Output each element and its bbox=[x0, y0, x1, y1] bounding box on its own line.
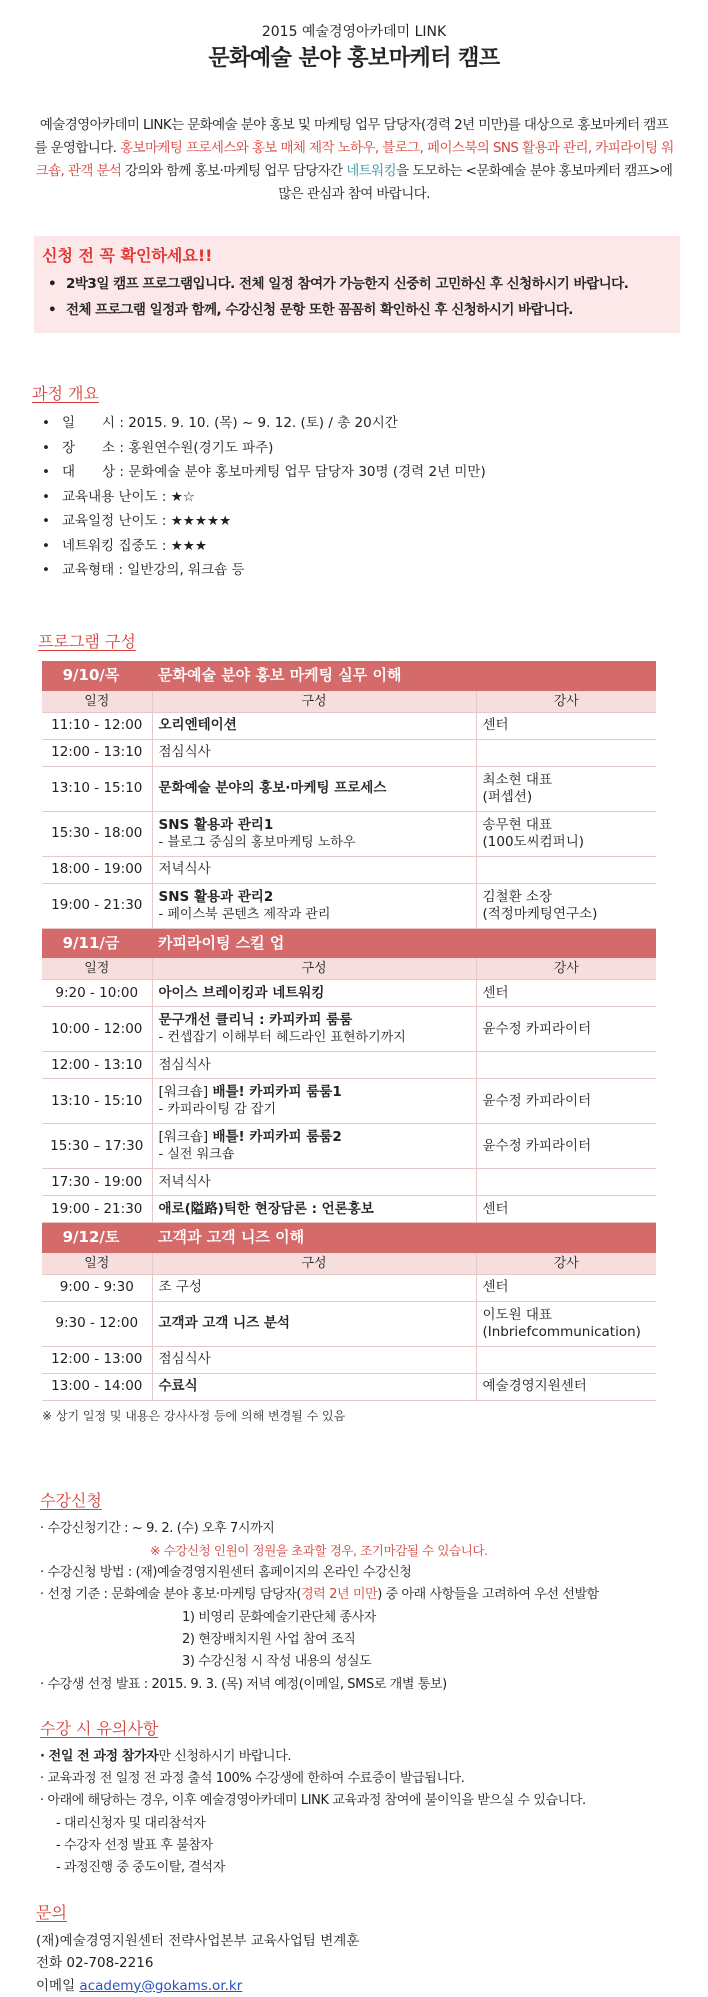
contact-email-label: 이메일 bbox=[36, 1977, 80, 1994]
schedule-note: ※ 상기 일정 및 내용은 강사사정 등에 의해 변경될 수 있음 bbox=[42, 1408, 346, 1423]
course-item bbox=[0, 558, 708, 583]
schedule-row bbox=[42, 856, 656, 883]
schedule-title: 저녁식사 bbox=[158, 1173, 211, 1190]
schedule-title: 아이스 브레이킹과 네트워킹 bbox=[158, 984, 325, 1001]
column-header-content: 구성 bbox=[152, 958, 476, 980]
caution-line: · 아래에 해당하는 경우, 이후 예술경영아카데미 LINK 교육과정 참여에 불이익을 받으실 수 있습니다. bbox=[40, 1793, 586, 1809]
schedule-title: 문구개선 클리닉 : 카피카피 룸룸 bbox=[158, 1012, 353, 1028]
schedule-content bbox=[152, 1346, 476, 1373]
contact-section bbox=[0, 1902, 708, 1997]
caution-subitem: - 수강자 선정 발표 후 불참자 bbox=[56, 1838, 213, 1854]
schedule-time: 13:10 - 15:10 bbox=[42, 1079, 152, 1124]
schedule-lecturer bbox=[476, 1301, 656, 1346]
day-date: 9/11/금 bbox=[62, 933, 120, 952]
bullet-icon: • bbox=[42, 537, 50, 554]
schedule-subtitle: - 페이스북 콘텐츠 제작과 관리 bbox=[158, 906, 331, 922]
column-header-lecturer: 강사 bbox=[476, 958, 656, 980]
schedule-lecturer bbox=[476, 1007, 656, 1052]
schedule-content bbox=[152, 811, 476, 856]
schedule-time: 15:30 – 17:30 bbox=[42, 1124, 152, 1169]
schedule-title: SNS 활용과 관리1 bbox=[158, 816, 274, 833]
schedule-lecturer bbox=[476, 856, 656, 883]
course-overview-section bbox=[0, 383, 708, 583]
course-item-text: 교육일정 난이도 : ★★★★★ bbox=[62, 513, 232, 529]
caution-lines bbox=[40, 1746, 708, 1880]
lecturer-affiliation: (퍼셉션) bbox=[482, 788, 533, 805]
lecturer-name: 송무현 대표 bbox=[482, 816, 552, 833]
caution-title: 수강 시 유의사항 bbox=[40, 1718, 159, 1738]
apply-criteria bbox=[40, 1584, 708, 1606]
schedule-row bbox=[42, 1196, 656, 1223]
bullet-icon: • bbox=[42, 562, 50, 578]
lecturer-name: 센터 bbox=[482, 1279, 509, 1295]
bullet-icon: • bbox=[42, 513, 50, 529]
lecturer-name: 센터 bbox=[482, 1200, 509, 1217]
lecturer-name: 김철환 소장 bbox=[482, 888, 552, 905]
column-header-time: 일정 bbox=[42, 691, 152, 713]
apply-criteria-text: · 선정 기준 : 문화예술 분야 홍보·마케팅 담당자( bbox=[40, 1587, 302, 1603]
schedule-lecturer bbox=[476, 1169, 656, 1196]
caution-line: · 교육과정 전 일정 전 과정 출석 100% 수강생에 한하여 수료증이 발급됩니다. bbox=[40, 1771, 465, 1787]
schedule-title: 점심식사 bbox=[158, 1056, 211, 1073]
notice-item bbox=[40, 297, 668, 323]
schedule-title: 수료식 bbox=[158, 1378, 198, 1394]
course-item bbox=[0, 485, 708, 510]
schedule-time: 18:00 - 19:00 bbox=[42, 856, 152, 883]
course-item-text: 네트워킹 집중도 : ★★★ bbox=[62, 537, 208, 554]
apply-period: · 수강신청기간 : ~ 9. 2. (수) 오후 7시까지 bbox=[40, 1520, 275, 1536]
course-overview-list bbox=[0, 411, 708, 583]
notice-box bbox=[34, 236, 680, 333]
intro-text-3: 을 도모하는 <문화예술 분야 홍보마케터 캠프>에 많은 관심과 참여 바랍니다. bbox=[278, 163, 673, 202]
page-title: 문화예술 분야 홍보마케터 캠프 bbox=[208, 46, 500, 71]
schedule-row bbox=[42, 1301, 656, 1346]
schedule-lecturer bbox=[476, 1274, 656, 1301]
column-header-time: 일정 bbox=[42, 1253, 152, 1275]
schedule-row bbox=[42, 1274, 656, 1301]
schedule-row bbox=[42, 883, 656, 928]
column-header-content: 구성 bbox=[152, 1253, 476, 1275]
schedule-time: 9:00 - 9:30 bbox=[42, 1274, 152, 1301]
schedule-time: 11:10 - 12:00 bbox=[42, 712, 152, 739]
caution-section bbox=[0, 1718, 708, 1880]
course-item bbox=[0, 436, 708, 461]
apply-criteria-item: 2) 현장배치지원 사업 참여 조직 bbox=[182, 1631, 356, 1647]
schedule-lecturer bbox=[476, 1079, 656, 1124]
schedule-lecturer bbox=[476, 1346, 656, 1373]
schedule-lecturer bbox=[476, 811, 656, 856]
apply-criteria-item: 1) 비영리 문화예술기관단체 종사자 bbox=[182, 1609, 376, 1625]
schedule-row bbox=[42, 1346, 656, 1373]
schedule-content bbox=[152, 1124, 476, 1169]
schedule-row bbox=[42, 1124, 656, 1169]
intro-paragraph bbox=[34, 114, 674, 206]
schedule-title: 점심식사 bbox=[158, 744, 211, 760]
schedule-prefix: [워크숍] bbox=[158, 1084, 213, 1100]
day-header-row bbox=[42, 661, 656, 691]
column-header-content: 구성 bbox=[152, 691, 476, 713]
course-overview-title: 과정 개요 bbox=[32, 384, 99, 403]
apply-criteria-item: 3) 수강신청 시 작성 내용의 성실도 bbox=[182, 1654, 372, 1670]
day-header-row bbox=[42, 1223, 656, 1253]
schedule-content bbox=[152, 1169, 476, 1196]
schedule-row bbox=[42, 766, 656, 811]
day-theme: 고객과 고객 니즈 이해 bbox=[158, 1228, 305, 1247]
lecturer-name: 윤수정 카피라이터 bbox=[482, 1092, 592, 1109]
schedule-time: 13:10 - 15:10 bbox=[42, 766, 152, 811]
apply-period-note: ※ 수강신청 인원이 정원을 초과할 경우, 조기마감될 수 있습니다. bbox=[150, 1542, 488, 1558]
bullet-icon: • bbox=[48, 276, 57, 292]
day-header-row bbox=[42, 928, 656, 958]
schedule-lecturer bbox=[476, 712, 656, 739]
schedule-time: 12:00 - 13:00 bbox=[42, 1346, 152, 1373]
course-item-text: 일 시 : 2015. 9. 10. (목) ~ 9. 12. (토) / 총 20시간 bbox=[62, 415, 398, 431]
bullet-icon: • bbox=[48, 302, 57, 318]
column-header-row bbox=[42, 1253, 656, 1275]
schedule-title: 애로(隘路)틱한 현장담론 : 언론홍보 bbox=[158, 1200, 374, 1217]
schedule-content bbox=[152, 766, 476, 811]
caution-line bbox=[40, 1746, 708, 1768]
schedule-title: 배틀! 카피카피 룸룸2 bbox=[212, 1129, 342, 1145]
schedule-title: 조 구성 bbox=[158, 1279, 202, 1295]
day-date: 9/12/토 bbox=[62, 1228, 120, 1247]
apply-method: · 수강신청 방법 : (재)예술경영지원센터 홈페이지의 온라인 수강신청 bbox=[40, 1565, 412, 1581]
schedule-row bbox=[42, 712, 656, 739]
schedule-content bbox=[152, 739, 476, 766]
day-date: 9/10/목 bbox=[62, 666, 120, 684]
day-header-cell bbox=[42, 928, 656, 958]
column-header-row bbox=[42, 691, 656, 713]
course-item bbox=[0, 509, 708, 534]
column-header-time: 일정 bbox=[42, 958, 152, 980]
schedule-row bbox=[42, 1052, 656, 1079]
schedule-lecturer bbox=[476, 766, 656, 811]
program-section bbox=[0, 631, 708, 1424]
bullet-icon: • bbox=[42, 488, 50, 505]
schedule-lecturer bbox=[476, 1196, 656, 1223]
schedule-content bbox=[152, 1052, 476, 1079]
schedule-lecturer bbox=[476, 1124, 656, 1169]
notice-title: 신청 전 꼭 확인하세요!! bbox=[42, 246, 213, 265]
contact-email-line bbox=[36, 1975, 708, 1997]
column-header-row bbox=[42, 958, 656, 980]
contact-title: 문의 bbox=[36, 1902, 67, 1922]
schedule-subtitle: - 컨셉잡기 이해부터 헤드라인 표현하기까지 bbox=[158, 1030, 406, 1045]
lecturer-name: 이도원 대표 bbox=[482, 1306, 552, 1323]
header-subtitle: 2015 예술경영아카데미 LINK bbox=[261, 24, 447, 40]
schedule-content bbox=[152, 1274, 476, 1301]
notice-list bbox=[40, 271, 668, 323]
day-theme: 카피라이팅 스킬 업 bbox=[158, 933, 285, 952]
schedule-title: 문화예술 분야의 홍보·마케팅 프로세스 bbox=[158, 780, 387, 796]
schedule-time: 9:30 - 12:00 bbox=[42, 1301, 152, 1346]
lecturer-affiliation: (Inbriefcommunication) bbox=[482, 1323, 641, 1340]
schedule-time: 19:00 - 21:30 bbox=[42, 883, 152, 928]
schedule-title: SNS 활용과 관리2 bbox=[158, 888, 274, 905]
course-item bbox=[0, 411, 708, 436]
schedule-row bbox=[42, 1373, 656, 1400]
column-header-lecturer: 강사 bbox=[476, 1253, 656, 1275]
contact-org: (재)예술경영지원센터 전략사업본부 교육사업팀 변계훈 bbox=[36, 1932, 360, 1949]
schedule-subtitle: - 카피라이팅 감 잡기 bbox=[158, 1102, 277, 1117]
header bbox=[0, 0, 708, 76]
schedule-prefix: [워크숍] bbox=[158, 1129, 213, 1145]
schedule-lecturer bbox=[476, 1373, 656, 1400]
program-title: 프로그램 구성 bbox=[38, 631, 136, 651]
schedule-time: 15:30 - 18:00 bbox=[42, 811, 152, 856]
schedule-time: 10:00 - 12:00 bbox=[42, 1007, 152, 1052]
intro-highlight-teal: 네트워킹 bbox=[346, 163, 397, 179]
lecturer-name: 윤수정 카피라이터 bbox=[482, 1137, 592, 1154]
schedule-title: 오리엔테이션 bbox=[158, 717, 237, 733]
contact-lines bbox=[36, 1930, 708, 1997]
lecturer-name: 센터 bbox=[482, 717, 509, 733]
schedule-subtitle: - 블로그 중심의 홍보마케팅 노하우 bbox=[158, 834, 356, 850]
schedule-row bbox=[42, 739, 656, 766]
schedule-time: 17:30 - 19:00 bbox=[42, 1169, 152, 1196]
course-item bbox=[0, 534, 708, 559]
day-header-cell bbox=[42, 661, 656, 691]
lecturer-name: 윤수정 카피라이터 bbox=[482, 1020, 592, 1037]
day-header-cell bbox=[42, 1223, 656, 1253]
schedule-lecturer bbox=[476, 739, 656, 766]
schedule-time: 9:20 - 10:00 bbox=[42, 980, 152, 1007]
intro-text-2: 강의와 함께 홍보·마케팅 업무 담당자간 bbox=[121, 163, 347, 179]
schedule-content bbox=[152, 1007, 476, 1052]
course-item bbox=[0, 460, 708, 485]
schedule-content bbox=[152, 1373, 476, 1400]
lecturer-name: 예술경영지원센터 bbox=[482, 1378, 587, 1394]
contact-email-link[interactable]: academy@gokams.or.kr bbox=[79, 1977, 243, 1994]
apply-announce: · 수강생 선정 발표 : 2015. 9. 3. (목) 저녁 예정(이메일, SMS로 개별 통보) bbox=[40, 1676, 447, 1692]
schedule-subtitle: - 실전 워크숍 bbox=[158, 1147, 235, 1162]
schedule-title: 저녁식사 bbox=[158, 861, 211, 877]
apply-title: 수강신청 bbox=[40, 1490, 102, 1510]
bullet-icon: • bbox=[42, 415, 50, 431]
schedule-time: 19:00 - 21:30 bbox=[42, 1196, 152, 1223]
intro-text-1: 예술경영아카데미 LINK는 문화예술 분야 홍보 및 마케팅 업무 담당자(경력 2년 미만)를 대상으로 홍보마케터 캠프를 운영합니다. bbox=[34, 117, 669, 156]
course-item-text: 교육내용 난이도 : ★☆ bbox=[62, 488, 195, 505]
schedule-lecturer bbox=[476, 1052, 656, 1079]
schedule-time: 13:00 - 14:00 bbox=[42, 1373, 152, 1400]
bullet-icon: • bbox=[42, 464, 50, 480]
schedule-table bbox=[42, 661, 656, 1401]
course-item-text: 교육형태 : 일반강의, 워크숍 등 bbox=[62, 562, 245, 578]
notice-item-text: 전체 프로그램 일정과 함께, 수강신청 문항 또한 꼼꼼히 확인하신 후 신청하시기 바랍니다. bbox=[66, 302, 573, 318]
caution-line-text: 만 신청하시기 바랍니다. bbox=[158, 1748, 292, 1764]
schedule-lecturer bbox=[476, 883, 656, 928]
caution-subitem: - 과정진행 중 중도이탈, 결석자 bbox=[56, 1860, 225, 1876]
lecturer-affiliation: (100도씨컴퍼니) bbox=[482, 833, 585, 850]
caution-subitem: - 대리신청자 및 대리참석자 bbox=[56, 1815, 206, 1831]
lecturer-affiliation: (적정마케팅연구소) bbox=[482, 905, 598, 922]
day-theme: 문화예술 분야 홍보 마케팅 실무 이해 bbox=[158, 666, 402, 684]
schedule-content bbox=[152, 980, 476, 1007]
course-item-text: 장 소 : 홍원연수원(경기도 파주) bbox=[62, 439, 274, 456]
schedule-title: 고객과 고객 니즈 분석 bbox=[158, 1315, 290, 1331]
schedule-row bbox=[42, 1079, 656, 1124]
notice-item bbox=[40, 271, 668, 297]
schedule-title: 배틀! 카피카피 룸룸1 bbox=[212, 1084, 342, 1100]
schedule-row bbox=[42, 1007, 656, 1052]
lecturer-name: 최소현 대표 bbox=[482, 771, 552, 788]
lecturer-name: 센터 bbox=[482, 984, 509, 1001]
notice-item-text: 2박3일 캠프 프로그램입니다. 전체 일정 참여가 가능한지 신중히 고민하신 후 신청하시기 바랍니다. bbox=[66, 276, 629, 292]
schedule-content bbox=[152, 1196, 476, 1223]
schedule-content bbox=[152, 883, 476, 928]
schedule-content bbox=[152, 856, 476, 883]
caution-line-bold: · 전일 전 과정 참가자 bbox=[40, 1748, 159, 1764]
contact-phone: 전화 02-708-2216 bbox=[36, 1955, 154, 1972]
schedule-time: 12:00 - 13:10 bbox=[42, 1052, 152, 1079]
apply-section bbox=[0, 1490, 708, 1696]
bullet-icon: • bbox=[42, 439, 50, 456]
schedule-row bbox=[42, 1169, 656, 1196]
schedule-row bbox=[42, 811, 656, 856]
column-header-lecturer: 강사 bbox=[476, 691, 656, 713]
schedule-row bbox=[42, 980, 656, 1007]
schedule-lecturer bbox=[476, 980, 656, 1007]
apply-criteria-text: ) 중 아래 사항들을 고려하여 우선 선발함 bbox=[377, 1587, 599, 1603]
course-item-text: 대 상 : 문화예술 분야 홍보마케팅 업무 담당자 30명 (경력 2년 미만) bbox=[62, 464, 486, 480]
schedule-content bbox=[152, 1301, 476, 1346]
schedule-title: 점심식사 bbox=[158, 1351, 211, 1367]
schedule-time: 12:00 - 13:10 bbox=[42, 739, 152, 766]
intro-highlight-red: 홍보마케팅 프로세스와 홍보 매체 제작 노하우, 블로그, 페이스북의 SNS 활용과 관리, 카피라이팅 워크숍, 관객 분석 bbox=[35, 140, 674, 179]
schedule-content bbox=[152, 1079, 476, 1124]
schedule-content bbox=[152, 712, 476, 739]
apply-lines bbox=[40, 1518, 708, 1696]
apply-criteria-highlight: 경력 2년 미만 bbox=[301, 1587, 378, 1603]
